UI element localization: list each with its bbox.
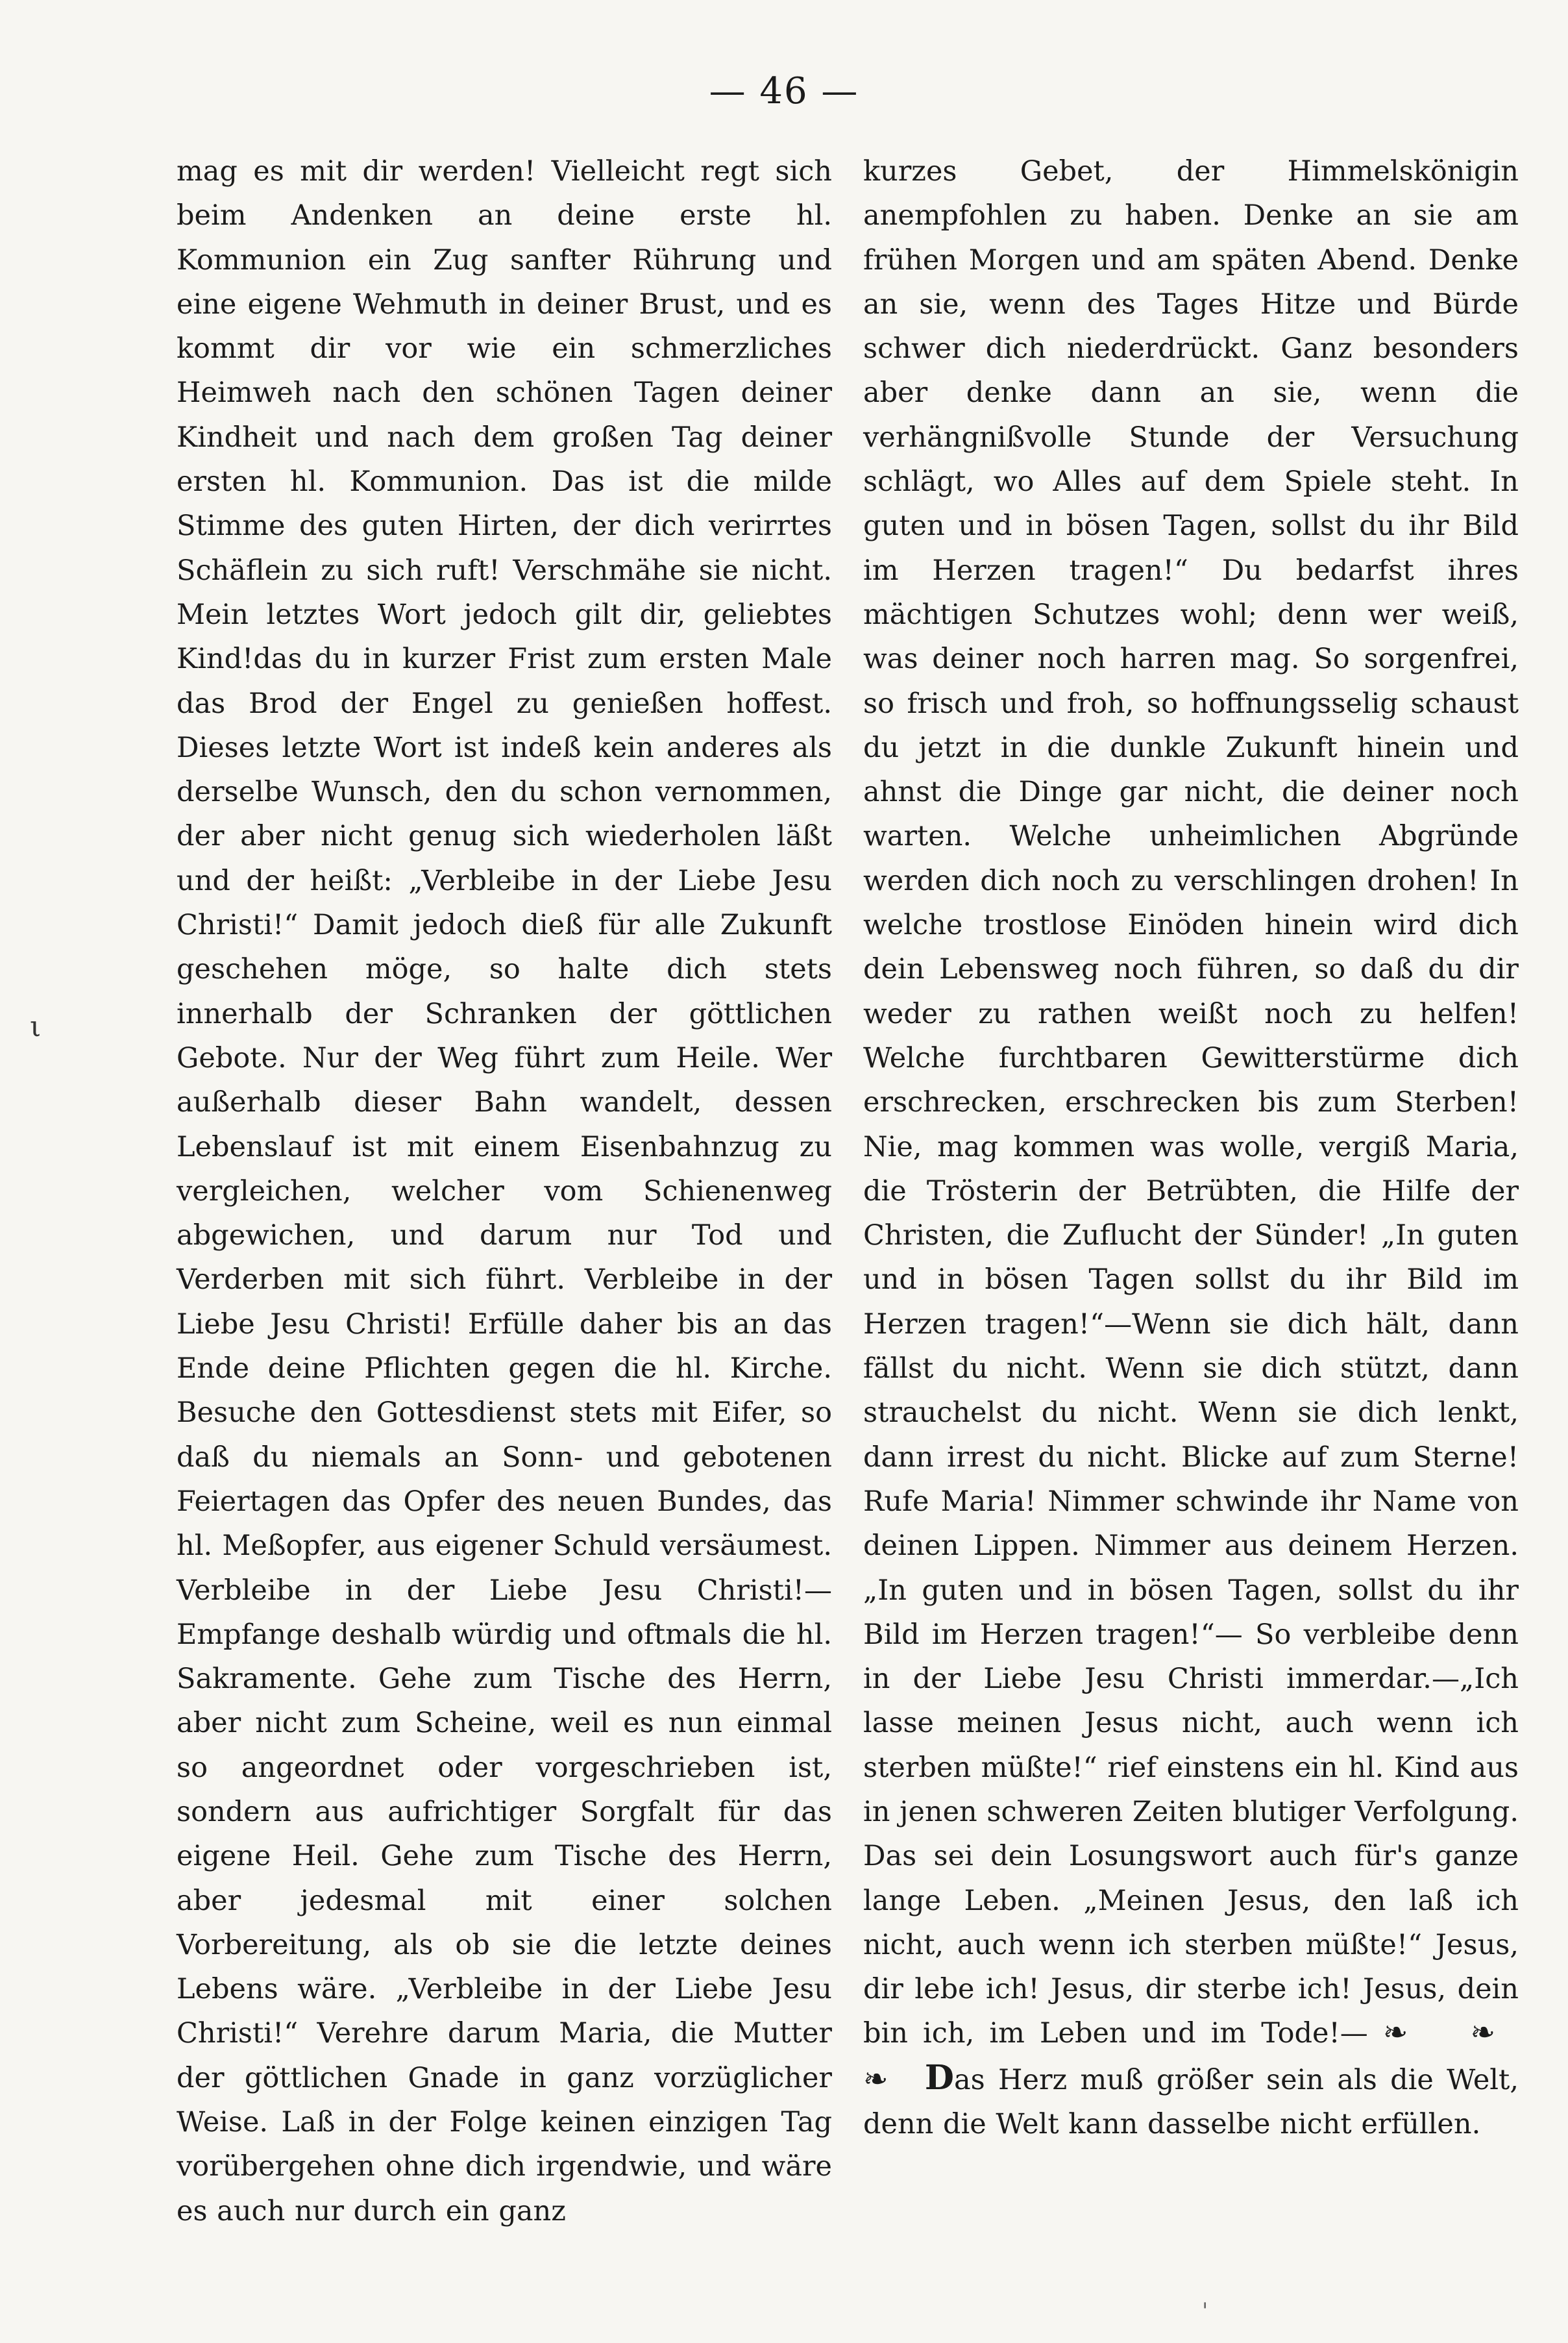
right-paragraph-1: kurzes Gebet, der Himmelskönigin anempfohlen zu haben. Denke an sie am frühen Morgen und am späten Abend. Denke an sie, wenn des Tages Hitze und Bürde schwer dich niederdrückt. Ganz besonders aber denke dann an sie, wenn die verhängnißvolle Stunde der Versuchung schlägt, wo Alles auf dem Spiele steht. In guten und in bösen Tagen, sollst du ihr Bild im Herzen tragen!“ Du bedarfst ihres mächtigen Schutzes wohl; denn wer weiß, was deiner noch harren mag. So sorgenfrei, so frisch und froh, so hoffnungsselig schaust du jetzt in die dunkle Zukunft hinein und ahnst die Dinge gar nicht, die deiner noch warten. Welche unheimlichen Abgründe werden dich noch zu verschlingen drohen! In welche trostlose Einöden hinein wird dich dein Lebensweg noch führen, so daß du dir weder zu rathen weißt noch zu helfen! Welche furchtbaren Gewitterstürme dich erschrecken, erschrecken bis zum Sterben! Nie, mag kommen was wolle, vergiß Maria, die Trösterin der Betrübten, die Hilfe der Christen, die Zuflucht der Sünder! „In guten und in bösen Tagen sollst du ihr Bild im Herzen tragen!“—Wenn sie dich hält, dann fällst du nicht. Wenn sie dich stützt, dann strauchelst du nicht. Wenn sie dich lenkt, dann irrest du nicht. Blicke auf zum Sterne! Rufe Maria! Nimmer schwinde ihr Name von deinen Lippen. Nimmer aus deinem Herzen. „In guten und in bösen Tagen, sollst du ihr Bild im Herzen tragen!“— <box>863 155 1519 1651</box>
maxim-initial: D <box>924 2057 954 2098</box>
margin-mark: ι <box>30 1010 42 1043</box>
right-paragraph-2: So verbleibe denn in der Liebe Jesu Christi immerdar.—„Ich lasse meinen Jesus nicht, auch wenn ich sterben müßte!“ rief einstens ein hl. Kind aus in jenen schweren Zeiten blutiger Verfolgung. Das sei dein Losungswort auch für's ganze lange Leben. „Meinen Jesus, den laß ich nicht, auch wenn ich sterben müßte!“ Jesus, dir lebe ich! Jesus, dir sterbe ich! Jesus, dein bin ich, im Leben und im Tode!— <box>863 1618 1519 2050</box>
page-number: — 46 — <box>709 70 859 112</box>
section-ornament: ❧ ❧ ❧ <box>863 2014 1519 2096</box>
closing-maxim <box>863 2057 1519 2141</box>
right-column <box>863 149 1519 2146</box>
bottom-mark: ' <box>1202 2298 1208 2324</box>
left-column-text: mag es mit dir werden! Vielleicht regt sich beim Andenken an deine erste hl. Kommunion ein Zug sanfter Rührung und eine eigene Wehmuth in deiner Brust, und es kommt dir vor wie ein schmerzliches Heimweh nach den schönen Tagen deiner Kindheit und nach dem großen Tag deiner ersten hl. Kommunion. Das ist die milde Stimme des guten Hirten, der dich verirrtes Schäflein zu sich ruft! Verschmähe sie nicht. Mein letztes Wort jedoch gilt dir, geliebtes Kind!das du in kurzer Frist zum ersten Male das Brod der Engel zu genießen hoffest. Dieses letzte Wort ist indeß kein anderes als derselbe Wunsch, den du schon vernommen, der aber nicht genug sich wiederholen läßt und der heißt: „Verbleibe in der Liebe Jesu Christi!“ Damit jedoch dieß für alle Zukunft geschehen möge, so halte dich stets innerhalb der Schranken der göttlichen Gebote. Nur der Weg führt zum Heile. Wer außerhalb dieser Bahn wandelt, dessen Lebenslauf ist mit einem Eisenbahnzug zu vergleichen, welcher vom Schienenweg abgewichen, und darum nur Tod und Verderben mit sich führt. Verbleibe in der Liebe Jesu Christi! Erfülle daher bis an das Ende deine Pflichten gegen die hl. Kirche. Besuche den Gottesdienst stets mit Eifer, so daß du niemals an Sonn- und gebotenen Feiertagen das Opfer des neuen Bundes, das hl. Meßopfer, aus eigener Schuld versäumest. Verbleibe in der Liebe Jesu Christi!—Empfange deshalb würdig und oftmals die hl. Sakramente. Gehe zum Tische des Herrn, aber nicht zum Scheine, weil es nun einmal so angeordnet oder vorgeschrieben ist, sondern aus aufrichtiger Sorgfalt für das eigene Heil. Gehe zum Tische des Herrn, aber jedesmal mit einer solchen Vorbereitung, als ob sie die letzte deines Lebens wäre. „Verbleibe in der Liebe Jesu Christi!“ Verehre darum Maria, die Mutter der göttlichen Gnade in ganz vorzüglicher Weise. Laß in der Folge keinen einzigen Tag vorübergehen ohne dich irgendwie, und wäre es auch nur durch ein ganz <box>177 155 832 2227</box>
maxim-text: as Herz muß größer sein als die Welt, denn die Welt kann dasselbe nicht erfüllen. <box>863 2063 1519 2141</box>
left-column <box>177 149 832 2233</box>
